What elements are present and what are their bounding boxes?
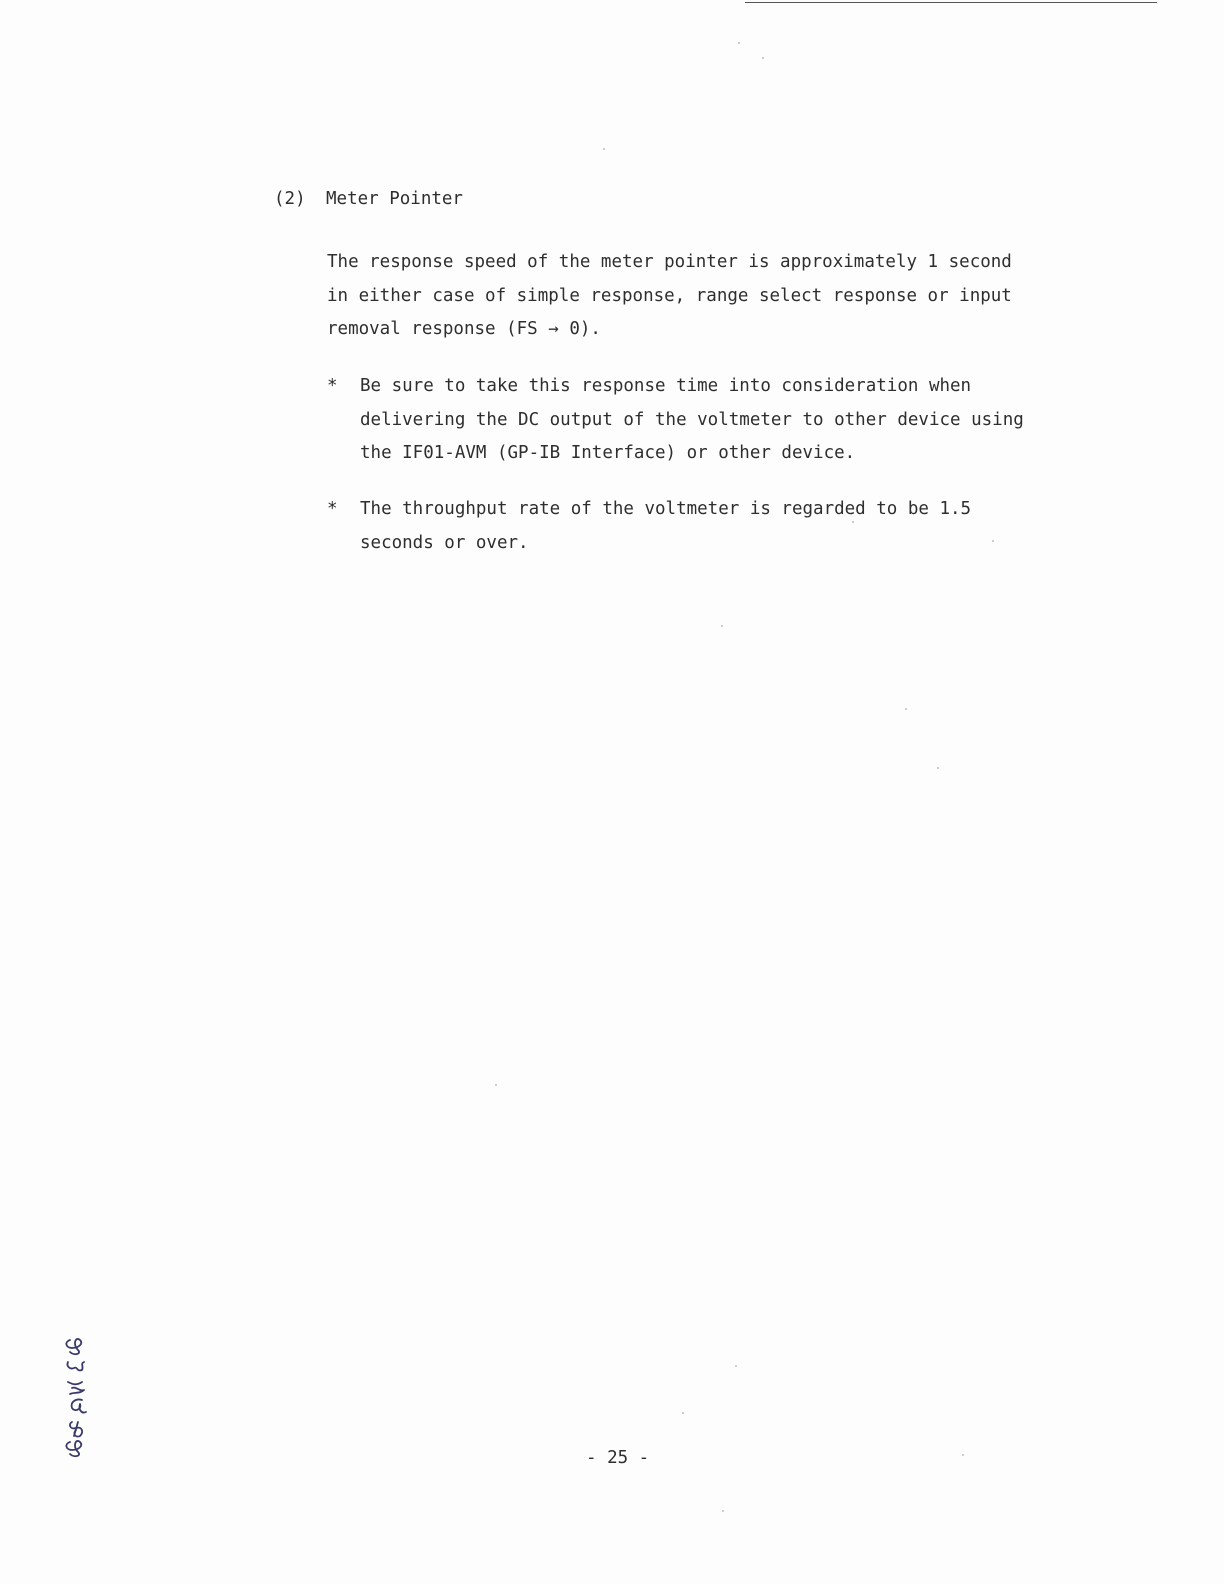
body-paragraph xyxy=(327,246,1087,347)
page-number: - 25 - xyxy=(586,1448,650,1468)
paragraph-line: removal response (FS → 0). xyxy=(327,319,601,339)
scan-speck xyxy=(937,767,939,769)
scan-speck xyxy=(962,1454,964,1456)
note-line: delivering the DC output of the voltmeter to other device using xyxy=(360,409,1024,430)
scan-speck xyxy=(905,708,907,710)
asterisk-bullet: * xyxy=(327,499,338,519)
note-line: seconds or over. xyxy=(360,532,529,553)
scan-speck xyxy=(603,148,605,150)
paragraph-line: The response speed of the meter pointer is approximately 1 second xyxy=(327,252,1012,272)
handwritten-margin-mark xyxy=(62,1336,92,1461)
asterisk-bullet: * xyxy=(327,376,338,396)
note-body xyxy=(360,493,971,560)
note-line: The throughput rate of the voltmeter is regarded to be 1.5 xyxy=(360,499,972,519)
note-body xyxy=(360,370,1024,471)
paragraph-line: in either case of simple response, range select response or input xyxy=(327,285,1012,306)
scan-speck xyxy=(721,625,723,627)
scan-speck xyxy=(495,1084,497,1086)
section-number: (2) xyxy=(274,189,306,209)
top-rule xyxy=(745,2,1157,3)
section-heading xyxy=(274,189,463,209)
note-line: the IF01-AVM (GP-IB Interface) or other device. xyxy=(360,443,856,463)
scan-speck xyxy=(762,57,764,59)
scan-speck xyxy=(738,42,740,44)
note-item xyxy=(327,493,971,560)
section-title: Meter Pointer xyxy=(326,189,463,209)
scan-speck xyxy=(992,540,994,542)
scan-speck xyxy=(722,1510,724,1512)
note-line: Be sure to take this response time into consideration when xyxy=(360,376,972,396)
scan-speck xyxy=(682,1412,684,1414)
scan-speck xyxy=(852,521,854,523)
note-item xyxy=(327,370,1024,471)
scan-speck xyxy=(735,1365,737,1367)
